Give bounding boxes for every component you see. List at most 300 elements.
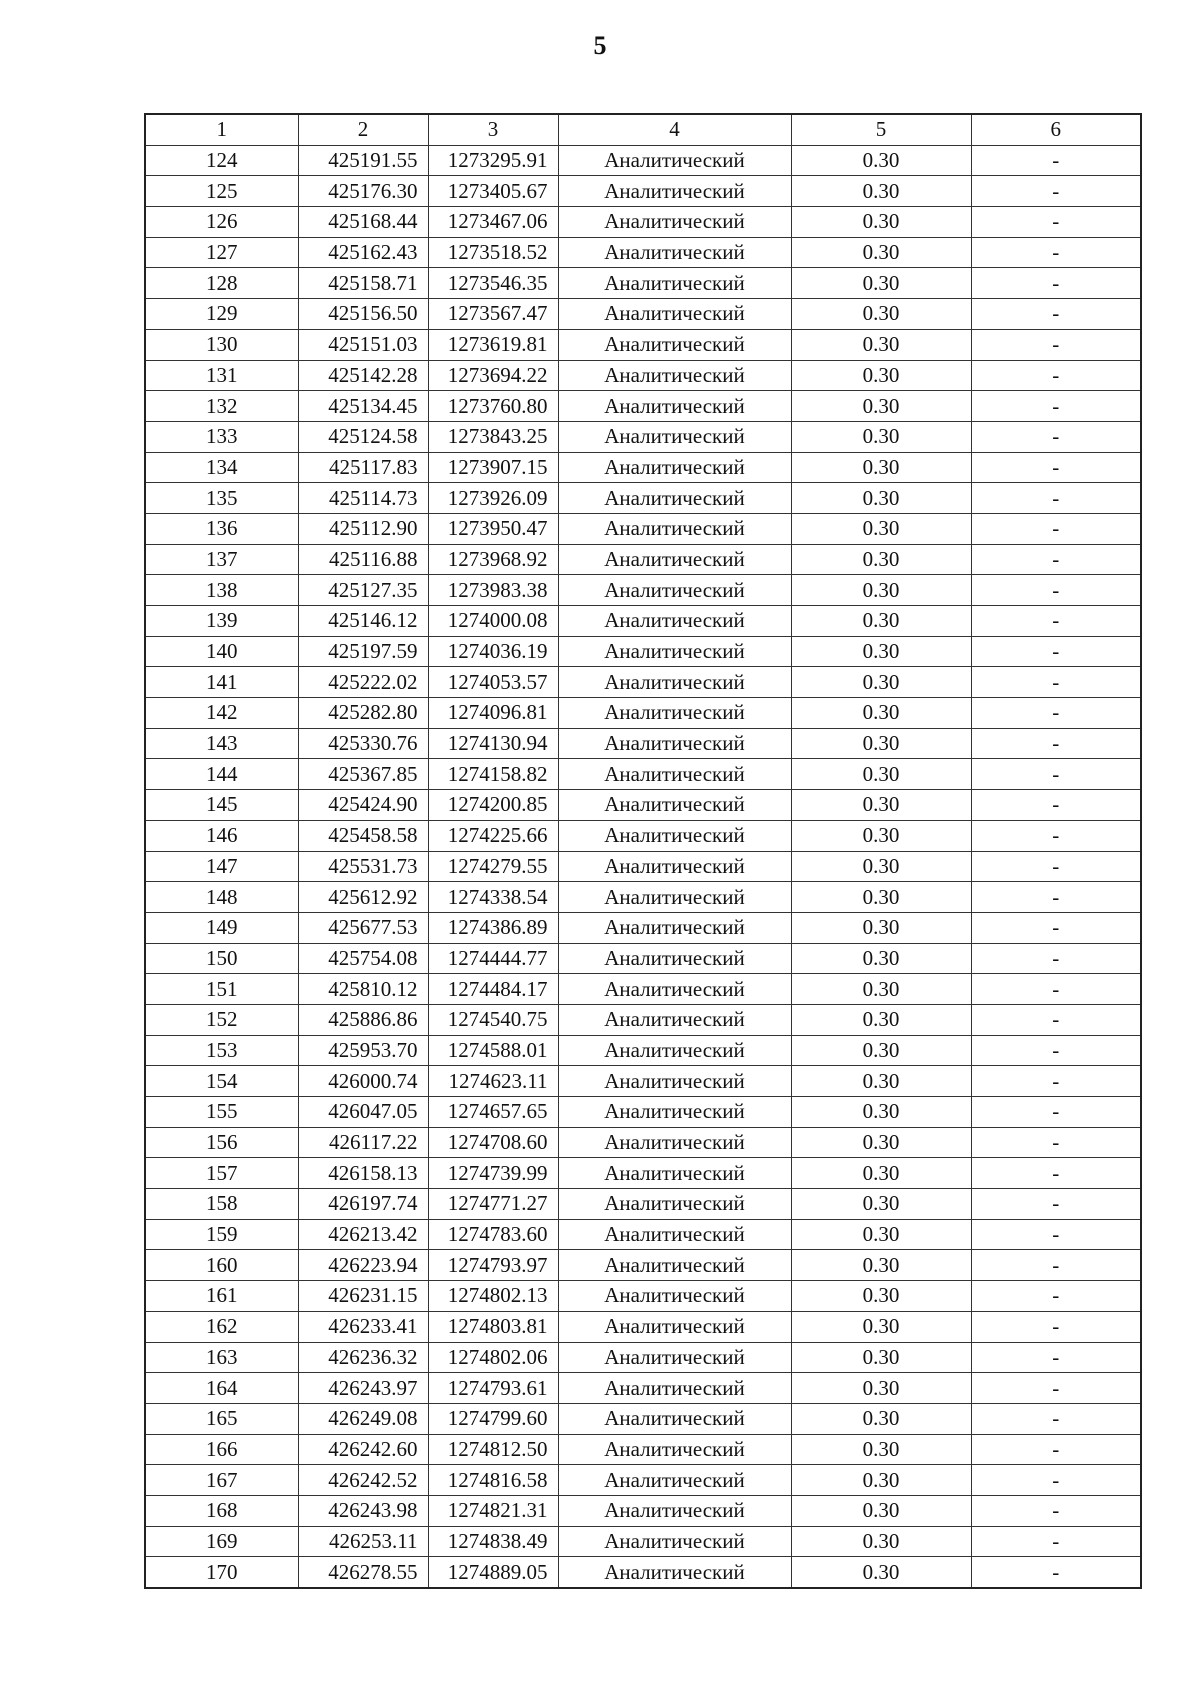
- y-coordinate-cell: 1273518.52: [428, 237, 558, 268]
- y-coordinate-cell: 1274889.05: [428, 1557, 558, 1588]
- note-cell: -: [971, 1189, 1141, 1220]
- point-number-cell: 143: [145, 728, 298, 759]
- point-number-cell: 133: [145, 421, 298, 452]
- table-row: [145, 943, 1141, 974]
- point-number-cell: 167: [145, 1465, 298, 1496]
- point-number-cell: 152: [145, 1004, 298, 1035]
- table-row: [145, 636, 1141, 667]
- x-coordinate-cell: 426047.05: [298, 1097, 428, 1128]
- point-number-cell: 168: [145, 1495, 298, 1526]
- x-coordinate-cell: 425162.43: [298, 237, 428, 268]
- table-row: [145, 207, 1141, 238]
- y-coordinate-cell: 1273950.47: [428, 513, 558, 544]
- table-row: [145, 299, 1141, 330]
- method-cell: Аналитический: [558, 912, 791, 943]
- x-coordinate-cell: 425112.90: [298, 513, 428, 544]
- table-row: [145, 145, 1141, 176]
- column-header: 1: [145, 114, 298, 145]
- point-number-cell: 162: [145, 1311, 298, 1342]
- method-cell: Аналитический: [558, 606, 791, 637]
- y-coordinate-cell: 1274657.65: [428, 1097, 558, 1128]
- precision-cell: 0.30: [791, 912, 971, 943]
- point-number-cell: 161: [145, 1281, 298, 1312]
- y-coordinate-cell: 1274799.60: [428, 1403, 558, 1434]
- note-cell: -: [971, 974, 1141, 1005]
- note-cell: -: [971, 575, 1141, 606]
- point-number-cell: 155: [145, 1097, 298, 1128]
- method-cell: Аналитический: [558, 1373, 791, 1404]
- page-number: 5: [593, 31, 607, 60]
- y-coordinate-cell: 1274096.81: [428, 698, 558, 729]
- y-coordinate-cell: 1274793.97: [428, 1250, 558, 1281]
- y-coordinate-cell: 1274386.89: [428, 912, 558, 943]
- point-number-cell: 144: [145, 759, 298, 790]
- y-coordinate-cell: 1273843.25: [428, 421, 558, 452]
- x-coordinate-cell: 426242.52: [298, 1465, 428, 1496]
- point-number-cell: 165: [145, 1403, 298, 1434]
- precision-cell: 0.30: [791, 820, 971, 851]
- x-coordinate-cell: 425116.88: [298, 544, 428, 575]
- note-cell: -: [971, 606, 1141, 637]
- note-cell: -: [971, 636, 1141, 667]
- y-coordinate-cell: 1273405.67: [428, 176, 558, 207]
- coordinates-table: [144, 113, 1142, 1589]
- point-number-cell: 163: [145, 1342, 298, 1373]
- y-coordinate-cell: 1273467.06: [428, 207, 558, 238]
- point-number-cell: 150: [145, 943, 298, 974]
- table-row: [145, 1495, 1141, 1526]
- x-coordinate-cell: 426158.13: [298, 1158, 428, 1189]
- note-cell: -: [971, 421, 1141, 452]
- table-row: [145, 1403, 1141, 1434]
- table-row: [145, 667, 1141, 698]
- x-coordinate-cell: 426197.74: [298, 1189, 428, 1220]
- precision-cell: 0.30: [791, 882, 971, 913]
- method-cell: Аналитический: [558, 391, 791, 422]
- precision-cell: 0.30: [791, 268, 971, 299]
- y-coordinate-cell: 1273295.91: [428, 145, 558, 176]
- y-coordinate-cell: 1274053.57: [428, 667, 558, 698]
- table-row: [145, 1526, 1141, 1557]
- y-coordinate-cell: 1273926.09: [428, 483, 558, 514]
- point-number-cell: 169: [145, 1526, 298, 1557]
- y-coordinate-cell: 1274000.08: [428, 606, 558, 637]
- precision-cell: 0.30: [791, 1250, 971, 1281]
- note-cell: -: [971, 329, 1141, 360]
- point-number-cell: 170: [145, 1557, 298, 1588]
- table-row: [145, 1127, 1141, 1158]
- x-coordinate-cell: 425367.85: [298, 759, 428, 790]
- x-coordinate-cell: 425330.76: [298, 728, 428, 759]
- y-coordinate-cell: 1274540.75: [428, 1004, 558, 1035]
- table-header-row: [145, 114, 1141, 145]
- point-number-cell: 127: [145, 237, 298, 268]
- note-cell: -: [971, 820, 1141, 851]
- precision-cell: 0.30: [791, 452, 971, 483]
- y-coordinate-cell: 1274444.77: [428, 943, 558, 974]
- method-cell: Аналитический: [558, 698, 791, 729]
- method-cell: Аналитический: [558, 575, 791, 606]
- y-coordinate-cell: 1273694.22: [428, 360, 558, 391]
- table-row: [145, 1373, 1141, 1404]
- precision-cell: 0.30: [791, 698, 971, 729]
- note-cell: -: [971, 1004, 1141, 1035]
- x-coordinate-cell: 426242.60: [298, 1434, 428, 1465]
- point-number-cell: 129: [145, 299, 298, 330]
- method-cell: Аналитический: [558, 728, 791, 759]
- precision-cell: 0.30: [791, 1158, 971, 1189]
- x-coordinate-cell: 425886.86: [298, 1004, 428, 1035]
- precision-cell: 0.30: [791, 176, 971, 207]
- table-body: [145, 145, 1141, 1588]
- precision-cell: 0.30: [791, 1281, 971, 1312]
- method-cell: Аналитический: [558, 1250, 791, 1281]
- y-coordinate-cell: 1274484.17: [428, 974, 558, 1005]
- table-row: [145, 851, 1141, 882]
- method-cell: Аналитический: [558, 851, 791, 882]
- x-coordinate-cell: 426253.11: [298, 1526, 428, 1557]
- note-cell: -: [971, 698, 1141, 729]
- precision-cell: 0.30: [791, 360, 971, 391]
- y-coordinate-cell: 1274225.66: [428, 820, 558, 851]
- point-number-cell: 148: [145, 882, 298, 913]
- method-cell: Аналитический: [558, 943, 791, 974]
- table-row: [145, 237, 1141, 268]
- precision-cell: 0.30: [791, 1465, 971, 1496]
- note-cell: -: [971, 299, 1141, 330]
- note-cell: -: [971, 1158, 1141, 1189]
- method-cell: Аналитический: [558, 1465, 791, 1496]
- point-number-cell: 136: [145, 513, 298, 544]
- x-coordinate-cell: 426000.74: [298, 1066, 428, 1097]
- method-cell: Аналитический: [558, 329, 791, 360]
- x-coordinate-cell: 426223.94: [298, 1250, 428, 1281]
- method-cell: Аналитический: [558, 1557, 791, 1588]
- column-header: 3: [428, 114, 558, 145]
- method-cell: Аналитический: [558, 1495, 791, 1526]
- note-cell: -: [971, 1342, 1141, 1373]
- method-cell: Аналитический: [558, 1189, 791, 1220]
- y-coordinate-cell: 1274588.01: [428, 1035, 558, 1066]
- point-number-cell: 130: [145, 329, 298, 360]
- precision-cell: 0.30: [791, 728, 971, 759]
- x-coordinate-cell: 425810.12: [298, 974, 428, 1005]
- point-number-cell: 159: [145, 1219, 298, 1250]
- note-cell: -: [971, 544, 1141, 575]
- note-cell: -: [971, 943, 1141, 974]
- table-row: [145, 421, 1141, 452]
- note-cell: -: [971, 728, 1141, 759]
- table-row: [145, 1250, 1141, 1281]
- x-coordinate-cell: 425158.71: [298, 268, 428, 299]
- x-coordinate-cell: 425117.83: [298, 452, 428, 483]
- note-cell: -: [971, 1465, 1141, 1496]
- precision-cell: 0.30: [791, 1557, 971, 1588]
- point-number-cell: 151: [145, 974, 298, 1005]
- table-row: [145, 698, 1141, 729]
- point-number-cell: 154: [145, 1066, 298, 1097]
- note-cell: -: [971, 1434, 1141, 1465]
- precision-cell: 0.30: [791, 1066, 971, 1097]
- table-row: [145, 513, 1141, 544]
- precision-cell: 0.30: [791, 974, 971, 1005]
- precision-cell: 0.30: [791, 1097, 971, 1128]
- x-coordinate-cell: 425191.55: [298, 145, 428, 176]
- method-cell: Аналитический: [558, 1158, 791, 1189]
- x-coordinate-cell: 426278.55: [298, 1557, 428, 1588]
- method-cell: Аналитический: [558, 790, 791, 821]
- precision-cell: 0.30: [791, 790, 971, 821]
- note-cell: -: [971, 237, 1141, 268]
- method-cell: Аналитический: [558, 820, 791, 851]
- point-number-cell: 140: [145, 636, 298, 667]
- column-header: 2: [298, 114, 428, 145]
- note-cell: -: [971, 1281, 1141, 1312]
- table-row: [145, 483, 1141, 514]
- table-row: [145, 974, 1141, 1005]
- table-row: [145, 1311, 1141, 1342]
- x-coordinate-cell: 425282.80: [298, 698, 428, 729]
- precision-cell: 0.30: [791, 1127, 971, 1158]
- precision-cell: 0.30: [791, 943, 971, 974]
- point-number-cell: 141: [145, 667, 298, 698]
- x-coordinate-cell: 426243.97: [298, 1373, 428, 1404]
- point-number-cell: 157: [145, 1158, 298, 1189]
- x-coordinate-cell: 425127.35: [298, 575, 428, 606]
- note-cell: -: [971, 1097, 1141, 1128]
- precision-cell: 0.30: [791, 1189, 971, 1220]
- y-coordinate-cell: 1274802.13: [428, 1281, 558, 1312]
- table-row: [145, 1219, 1141, 1250]
- point-number-cell: 153: [145, 1035, 298, 1066]
- y-coordinate-cell: 1274036.19: [428, 636, 558, 667]
- method-cell: Аналитический: [558, 882, 791, 913]
- table-row: [145, 360, 1141, 391]
- method-cell: Аналитический: [558, 268, 791, 299]
- note-cell: -: [971, 1250, 1141, 1281]
- x-coordinate-cell: 425114.73: [298, 483, 428, 514]
- precision-cell: 0.30: [791, 391, 971, 422]
- y-coordinate-cell: 1274783.60: [428, 1219, 558, 1250]
- method-cell: Аналитический: [558, 237, 791, 268]
- x-coordinate-cell: 425134.45: [298, 391, 428, 422]
- y-coordinate-cell: 1274200.85: [428, 790, 558, 821]
- table-row: [145, 1342, 1141, 1373]
- x-coordinate-cell: 426249.08: [298, 1403, 428, 1434]
- x-coordinate-cell: 426243.98: [298, 1495, 428, 1526]
- y-coordinate-cell: 1273760.80: [428, 391, 558, 422]
- method-cell: Аналитический: [558, 1342, 791, 1373]
- y-coordinate-cell: 1274838.49: [428, 1526, 558, 1557]
- point-number-cell: 149: [145, 912, 298, 943]
- y-coordinate-cell: 1274623.11: [428, 1066, 558, 1097]
- column-header: 4: [558, 114, 791, 145]
- x-coordinate-cell: 425424.90: [298, 790, 428, 821]
- y-coordinate-cell: 1274338.54: [428, 882, 558, 913]
- table-row: [145, 1189, 1141, 1220]
- method-cell: Аналитический: [558, 1127, 791, 1158]
- x-coordinate-cell: 426213.42: [298, 1219, 428, 1250]
- point-number-cell: 125: [145, 176, 298, 207]
- note-cell: -: [971, 207, 1141, 238]
- point-number-cell: 146: [145, 820, 298, 851]
- point-number-cell: 158: [145, 1189, 298, 1220]
- y-coordinate-cell: 1274130.94: [428, 728, 558, 759]
- x-coordinate-cell: 426231.15: [298, 1281, 428, 1312]
- x-coordinate-cell: 425222.02: [298, 667, 428, 698]
- note-cell: -: [971, 145, 1141, 176]
- x-coordinate-cell: 425754.08: [298, 943, 428, 974]
- x-coordinate-cell: 425151.03: [298, 329, 428, 360]
- y-coordinate-cell: 1273619.81: [428, 329, 558, 360]
- y-coordinate-cell: 1274802.06: [428, 1342, 558, 1373]
- x-coordinate-cell: 425458.58: [298, 820, 428, 851]
- note-cell: -: [971, 1557, 1141, 1588]
- note-cell: -: [971, 1495, 1141, 1526]
- x-coordinate-cell: 426236.32: [298, 1342, 428, 1373]
- y-coordinate-cell: 1273983.38: [428, 575, 558, 606]
- method-cell: Аналитический: [558, 636, 791, 667]
- y-coordinate-cell: 1274739.99: [428, 1158, 558, 1189]
- point-number-cell: 156: [145, 1127, 298, 1158]
- method-cell: Аналитический: [558, 1066, 791, 1097]
- table-row: [145, 1035, 1141, 1066]
- precision-cell: 0.30: [791, 329, 971, 360]
- table-row: [145, 329, 1141, 360]
- y-coordinate-cell: 1274771.27: [428, 1189, 558, 1220]
- precision-cell: 0.30: [791, 636, 971, 667]
- y-coordinate-cell: 1274803.81: [428, 1311, 558, 1342]
- table-row: [145, 176, 1141, 207]
- note-cell: -: [971, 759, 1141, 790]
- note-cell: -: [971, 882, 1141, 913]
- precision-cell: 0.30: [791, 145, 971, 176]
- y-coordinate-cell: 1273907.15: [428, 452, 558, 483]
- point-number-cell: 164: [145, 1373, 298, 1404]
- precision-cell: 0.30: [791, 513, 971, 544]
- table-row: [145, 544, 1141, 575]
- point-number-cell: 138: [145, 575, 298, 606]
- table-row: [145, 1465, 1141, 1496]
- x-coordinate-cell: 425612.92: [298, 882, 428, 913]
- precision-cell: 0.30: [791, 667, 971, 698]
- point-number-cell: 142: [145, 698, 298, 729]
- x-coordinate-cell: 425124.58: [298, 421, 428, 452]
- x-coordinate-cell: 425531.73: [298, 851, 428, 882]
- method-cell: Аналитический: [558, 759, 791, 790]
- note-cell: -: [971, 1526, 1141, 1557]
- y-coordinate-cell: 1273968.92: [428, 544, 558, 575]
- precision-cell: 0.30: [791, 1434, 971, 1465]
- y-coordinate-cell: 1274793.61: [428, 1373, 558, 1404]
- point-number-cell: 160: [145, 1250, 298, 1281]
- note-cell: -: [971, 176, 1141, 207]
- table-row: [145, 1004, 1141, 1035]
- point-number-cell: 135: [145, 483, 298, 514]
- method-cell: Аналитический: [558, 483, 791, 514]
- note-cell: -: [971, 851, 1141, 882]
- x-coordinate-cell: 425176.30: [298, 176, 428, 207]
- method-cell: Аналитический: [558, 360, 791, 391]
- method-cell: Аналитический: [558, 974, 791, 1005]
- method-cell: Аналитический: [558, 544, 791, 575]
- note-cell: -: [971, 483, 1141, 514]
- column-header: 5: [791, 114, 971, 145]
- precision-cell: 0.30: [791, 1004, 971, 1035]
- precision-cell: 0.30: [791, 1495, 971, 1526]
- point-number-cell: 139: [145, 606, 298, 637]
- table-row: [145, 575, 1141, 606]
- x-coordinate-cell: 425677.53: [298, 912, 428, 943]
- method-cell: Аналитический: [558, 176, 791, 207]
- y-coordinate-cell: 1274816.58: [428, 1465, 558, 1496]
- point-number-cell: 128: [145, 268, 298, 299]
- note-cell: -: [971, 1219, 1141, 1250]
- method-cell: Аналитический: [558, 1219, 791, 1250]
- table-row: [145, 1557, 1141, 1588]
- y-coordinate-cell: 1274708.60: [428, 1127, 558, 1158]
- method-cell: Аналитический: [558, 1403, 791, 1434]
- note-cell: -: [971, 790, 1141, 821]
- precision-cell: 0.30: [791, 299, 971, 330]
- precision-cell: 0.30: [791, 1403, 971, 1434]
- table-row: [145, 912, 1141, 943]
- precision-cell: 0.30: [791, 421, 971, 452]
- note-cell: -: [971, 452, 1141, 483]
- point-number-cell: 147: [145, 851, 298, 882]
- method-cell: Аналитический: [558, 145, 791, 176]
- precision-cell: 0.30: [791, 207, 971, 238]
- precision-cell: 0.30: [791, 544, 971, 575]
- note-cell: -: [971, 1311, 1141, 1342]
- point-number-cell: 132: [145, 391, 298, 422]
- precision-cell: 0.30: [791, 759, 971, 790]
- x-coordinate-cell: 425953.70: [298, 1035, 428, 1066]
- table-row: [145, 1434, 1141, 1465]
- point-number-cell: 166: [145, 1434, 298, 1465]
- precision-cell: 0.30: [791, 606, 971, 637]
- table-row: [145, 391, 1141, 422]
- method-cell: Аналитический: [558, 207, 791, 238]
- table-row: [145, 1281, 1141, 1312]
- note-cell: -: [971, 1035, 1141, 1066]
- table-row: [145, 790, 1141, 821]
- note-cell: -: [971, 1373, 1141, 1404]
- method-cell: Аналитический: [558, 513, 791, 544]
- table-row: [145, 606, 1141, 637]
- table-row: [145, 268, 1141, 299]
- note-cell: -: [971, 513, 1141, 544]
- point-number-cell: 131: [145, 360, 298, 391]
- table-row: [145, 728, 1141, 759]
- table-row: [145, 820, 1141, 851]
- table-row: [145, 1066, 1141, 1097]
- note-cell: -: [971, 667, 1141, 698]
- point-number-cell: 137: [145, 544, 298, 575]
- table-row: [145, 1097, 1141, 1128]
- point-number-cell: 145: [145, 790, 298, 821]
- note-cell: -: [971, 391, 1141, 422]
- point-number-cell: 124: [145, 145, 298, 176]
- y-coordinate-cell: 1274279.55: [428, 851, 558, 882]
- precision-cell: 0.30: [791, 1219, 971, 1250]
- precision-cell: 0.30: [791, 237, 971, 268]
- y-coordinate-cell: 1273567.47: [428, 299, 558, 330]
- note-cell: -: [971, 268, 1141, 299]
- method-cell: Аналитический: [558, 1004, 791, 1035]
- x-coordinate-cell: 425197.59: [298, 636, 428, 667]
- point-number-cell: 126: [145, 207, 298, 238]
